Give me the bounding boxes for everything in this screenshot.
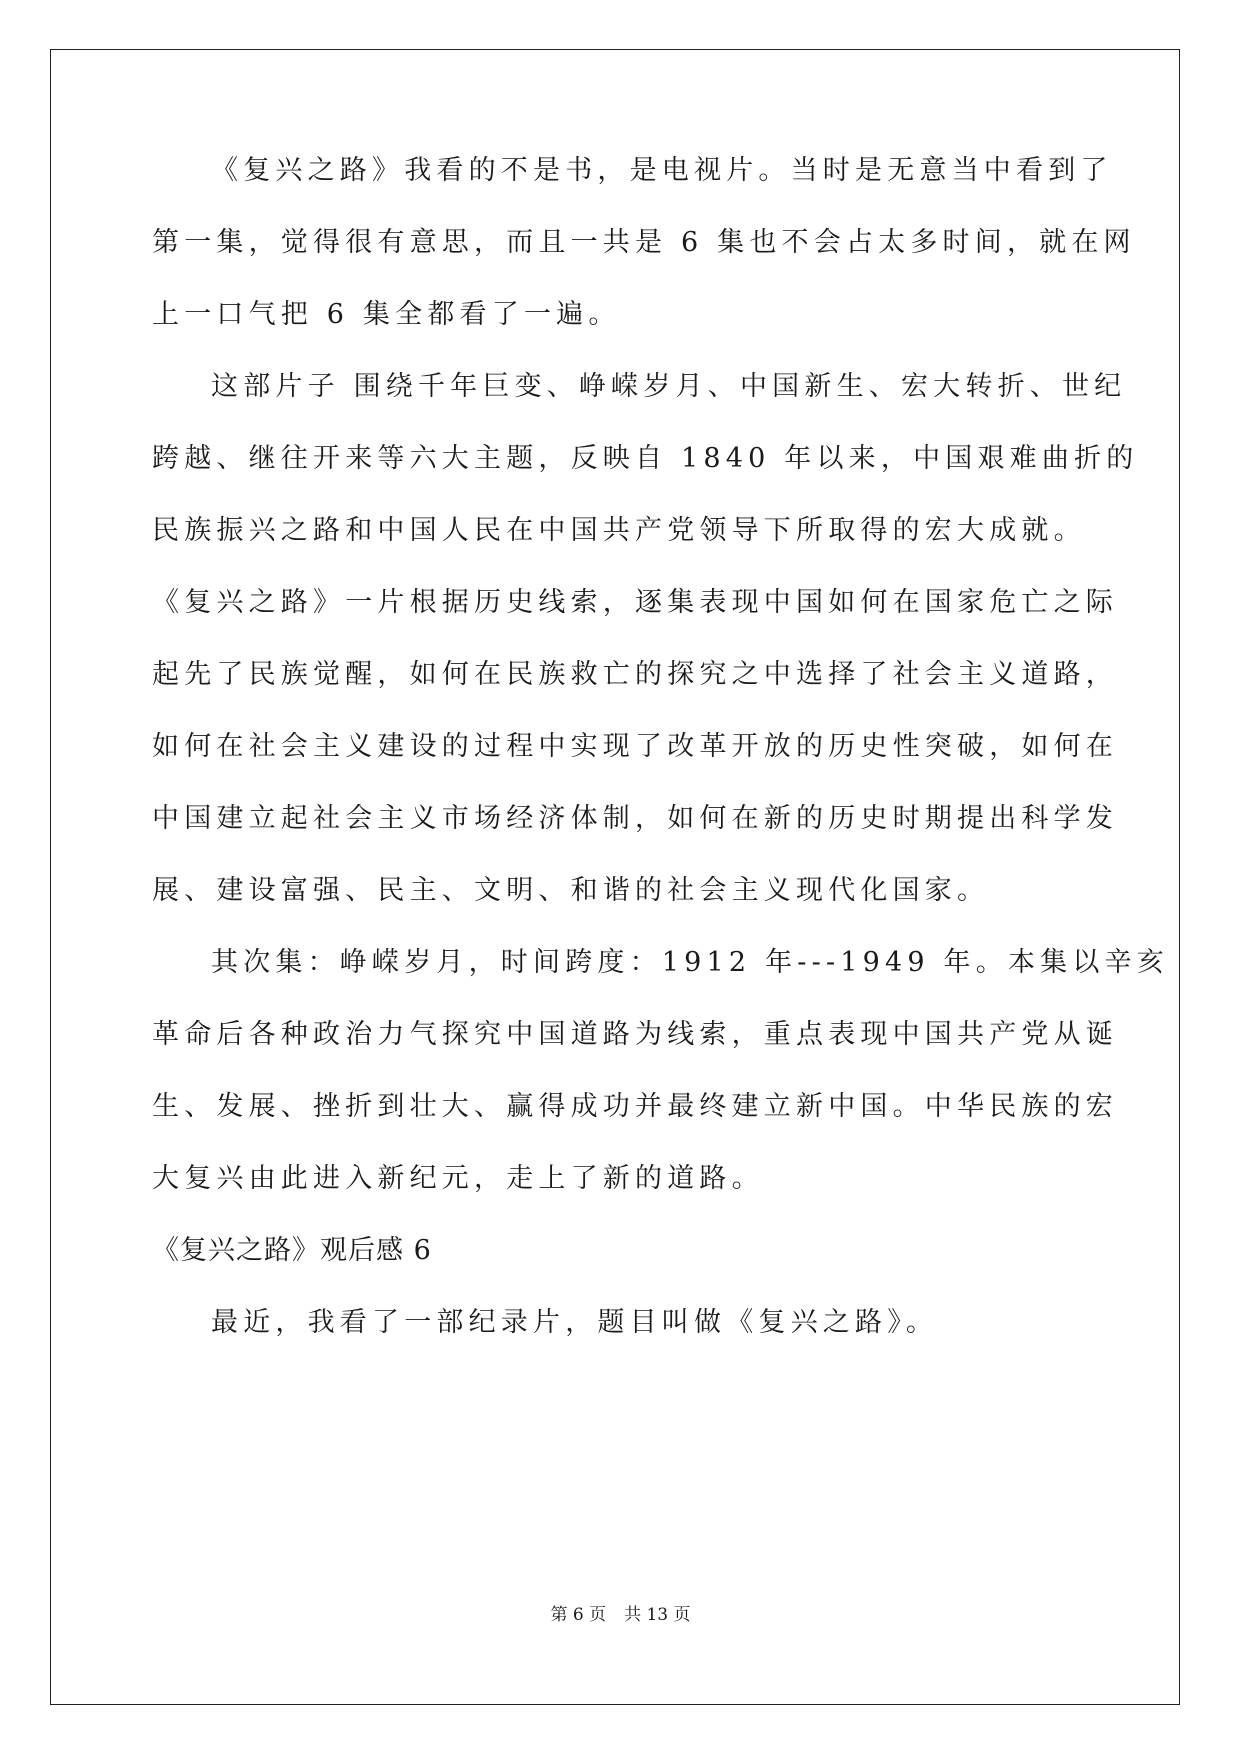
paragraph-2-line-5: 起先了民族觉醒，如何在民族救亡的探究之中选择了社会主义道路， xyxy=(152,659,1118,690)
paragraph-3-line-3: 生、发展、挫折到壮大、赢得成功并最终建立新中国。中华民族的宏 xyxy=(152,1091,1118,1122)
paragraph-2-line-3: 民族振兴之路和中国人民在中国共产党领导下所取得的宏大成就。 xyxy=(152,515,1086,546)
paragraph-3-line-2: 革命后各种政治力气探究中国道路为线索，重点表现中国共产党从诞 xyxy=(152,1019,1118,1050)
paragraph-2-line-2: 跨越、继往开来等六大主题，反映自 1840 年以来，中国艰难曲折的 xyxy=(152,443,1139,474)
paragraph-3-line-4: 大复兴由此进入新纪元，走上了新的道路。 xyxy=(152,1163,764,1194)
paragraph-2-line-8: 展、建设富强、民主、文明、和谐的社会主义现代化国家。 xyxy=(152,875,990,906)
paragraph-2-line-4: 《复兴之路》一片根据历史线索，逐集表现中国如何在国家危亡之际 xyxy=(152,587,1118,618)
last-paragraph: 最近，我看了一部纪录片，题目叫做《复兴之路》。 xyxy=(211,1307,939,1338)
paragraph-1-line-3: 上一口气把 6 集全都看了一遍。 xyxy=(152,299,621,330)
paragraph-3-line-1: 其次集：峥嵘岁月，时间跨度：1912 年---1949 年。本集以辛亥 xyxy=(211,947,1169,978)
paragraph-2-line-6: 如何在社会主义建设的过程中实现了改革开放的历史性突破，如何在 xyxy=(152,731,1118,762)
section-heading: 《复兴之路》观后感 6 xyxy=(152,1235,432,1266)
total-pages-label: 共 13 页 xyxy=(624,1605,691,1625)
current-page-label: 第 6 页 xyxy=(550,1605,607,1625)
paragraph-2-line-1: 这部片子 围绕千年巨变、峥嵘岁月、中国新生、宏大转折、世纪 xyxy=(211,371,1127,402)
paragraph-1-line-2: 第一集，觉得很有意思，而且一共是 6 集也不会占太多时间，就在网 xyxy=(152,227,1136,258)
paragraph-2-line-7: 中国建立起社会主义市场经济体制，如何在新的历史时期提出科学发 xyxy=(152,803,1118,834)
paragraph-1-line-1: 《复兴之路》我看的不是书，是电视片。当时是无意当中看到了 xyxy=(211,155,1113,186)
page-footer xyxy=(0,1600,1241,1625)
